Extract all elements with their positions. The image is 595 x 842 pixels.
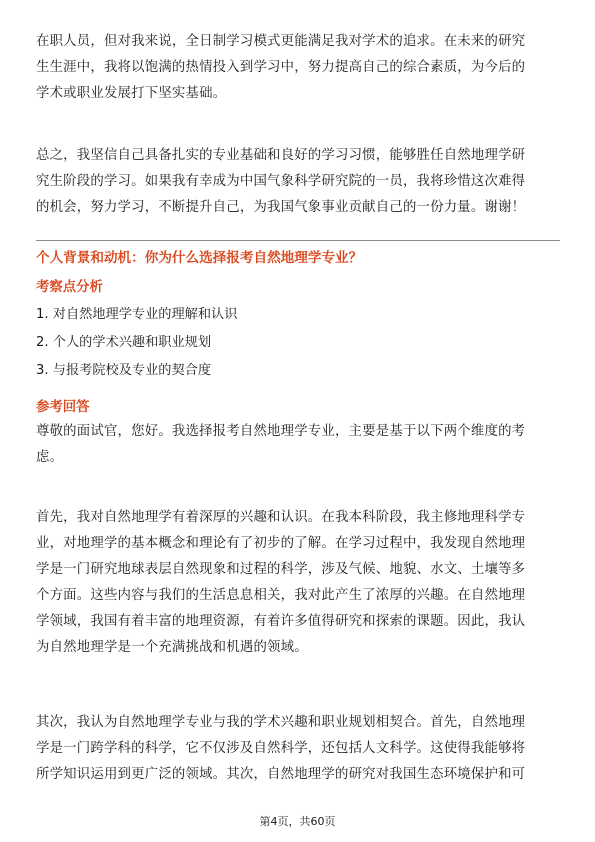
conclusion-paragraph <box>36 143 560 221</box>
text-line: 虑。 <box>36 450 64 465</box>
text-line: 在职人员，但对我来说，全日制学习模式更能满足我对学术的追求。在未来的研究 <box>36 34 526 49</box>
answer-heading: 参考回答 <box>36 400 90 415</box>
intro-paragraph <box>36 29 560 107</box>
analysis-item: 2. 个人的学术兴趣和职业规划 <box>36 335 212 350</box>
text-line: 学术或职业发展打下坚实基础。 <box>36 86 227 101</box>
text-line: 所学知识运用到更广泛的领域。其次，自然地理学的研究对我国生态环境保护和可 <box>36 767 526 782</box>
text-line: 其次，我认为自然地理学专业与我的学术兴趣和职业规划相契合。首先，自然地理 <box>36 715 526 730</box>
analysis-item: 1. 对自然地理学专业的理解和认识 <box>36 307 238 322</box>
text-line: 首先，我对自然地理学有着深厚的兴趣和认识。在我本科阶段，我主修地理科学专 <box>36 510 526 525</box>
answer-paragraph-2 <box>36 505 560 661</box>
text-line: 学领域，我国有着丰富的地理资源，有着许多值得研究和探索的课题。因此，我认 <box>36 614 526 629</box>
text-line: 究生阶段的学习。如果我有幸成为中国气象科学研究院的一员，我将珍惜这次难得 <box>36 174 526 189</box>
text-line: 业，对地理学的基本概念和理论有了初步的了解。在学习过程中，我发现自然地理 <box>36 536 526 551</box>
answer-paragraph-3 <box>36 710 560 788</box>
analysis-item: 3. 与报考院校及专业的契合度 <box>36 363 212 378</box>
text-line: 学是一门跨学科的科学，它不仅涉及自然科学，还包括人文科学。这使得我能够将 <box>36 741 526 756</box>
text-line: 为自然地理学是一个充满挑战和机遇的领域。 <box>36 640 308 655</box>
page-number: 第4页，共60页 <box>259 815 336 828</box>
text-line: 的机会，努力学习，不断提升自己，为我国气象事业贡献自己的一份力量。谢谢！ <box>36 200 526 215</box>
answer-paragraph-1 <box>36 419 560 471</box>
text-line: 总之，我坚信自己具备扎实的专业基础和良好的学习习惯，能够胜任自然地理学研 <box>36 148 526 163</box>
text-line: 尊敬的面试官，您好。我选择报考自然地理学专业，主要是基于以下两个维度的考 <box>36 424 526 439</box>
section-divider <box>36 240 560 241</box>
analysis-heading: 考察点分析 <box>36 280 103 295</box>
text-line: 学是一门研究地球表层自然现象和过程的科学，涉及气候、地貌、水文、土壤等多 <box>36 562 526 577</box>
text-line: 个方面。这些内容与我们的生活息息相关，我对此产生了浓厚的兴趣。在自然地理 <box>36 588 526 603</box>
question-title: 个人背景和动机：你为什么选择报考自然地理学专业？ <box>36 250 363 266</box>
text-line: 生生涯中，我将以饱满的热情投入到学习中，努力提高自己的综合素质，为今后的 <box>36 60 526 75</box>
